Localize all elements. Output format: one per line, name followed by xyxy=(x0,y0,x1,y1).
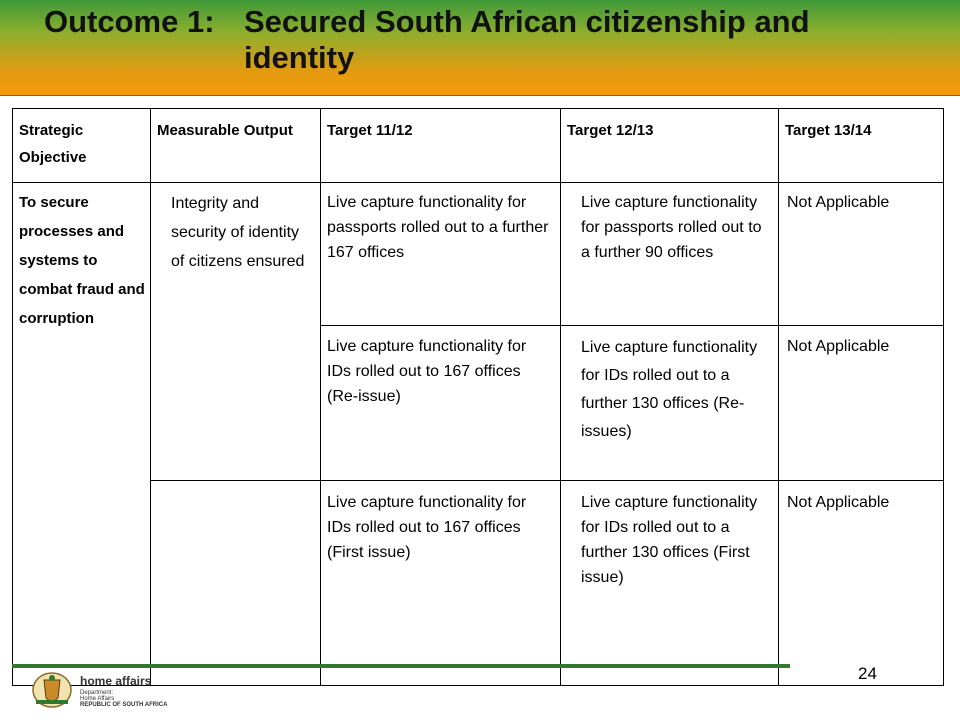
col-header-target-1112: Target 11/12 xyxy=(321,109,561,183)
page-number: 24 xyxy=(858,664,877,683)
row2-target-1112: Live capture functionality for IDs rolled out to 167 offices (Re-issue) xyxy=(321,326,561,481)
outcome-table xyxy=(12,108,944,686)
logo-country: REPUBLIC OF SOUTH AFRICA xyxy=(80,702,168,708)
col-header-objective: Strategic Objective xyxy=(13,109,151,183)
measurable-output-cell: Integrity and security of identity of citizens ensured xyxy=(151,183,321,481)
col-header-target-1314: Target 13/14 xyxy=(779,109,944,183)
strategic-objective-cell: To secure processes and systems to combat fraud and corruption xyxy=(13,183,151,686)
slide-header xyxy=(0,0,960,96)
row2-target-1213: Live capture functionality for IDs rolled out to a further 130 offices (Re-issues) xyxy=(561,326,779,481)
logo-department-label: Department: xyxy=(80,690,114,696)
coat-of-arms-icon xyxy=(30,670,74,710)
row1-target-1213: Live capture functionality for passports rolled out to a further 90 offices xyxy=(561,183,779,326)
home-affairs-logo xyxy=(30,670,200,710)
row3-target-1314: Not Applicable xyxy=(787,494,890,511)
col-header-output: Measurable Output xyxy=(151,109,321,183)
row1-target-1314: Not Applicable xyxy=(779,183,944,326)
footer-rule xyxy=(12,664,790,668)
outcome-label: Outcome 1: xyxy=(44,4,215,39)
slide-title: Secured South African citizenship and identity xyxy=(244,4,810,75)
row3-target-1213: Live capture functionality for IDs rolled out to a further 130 offices (First issue) xyxy=(561,481,779,686)
logo-department-name: Home Affairs xyxy=(80,696,115,702)
row1-target-1112: Live capture functionality for passports rolled out to a further 167 offices xyxy=(321,183,561,326)
row3-target-1112: Live capture functionality for IDs rolled out to 167 offices (First issue) xyxy=(321,481,561,686)
empty-output-cell xyxy=(151,481,321,686)
col-header-target-1213: Target 12/13 xyxy=(561,109,779,183)
row2-target-1314: Not Applicable xyxy=(779,326,944,481)
logo-brand-text: home affairs xyxy=(80,674,152,688)
